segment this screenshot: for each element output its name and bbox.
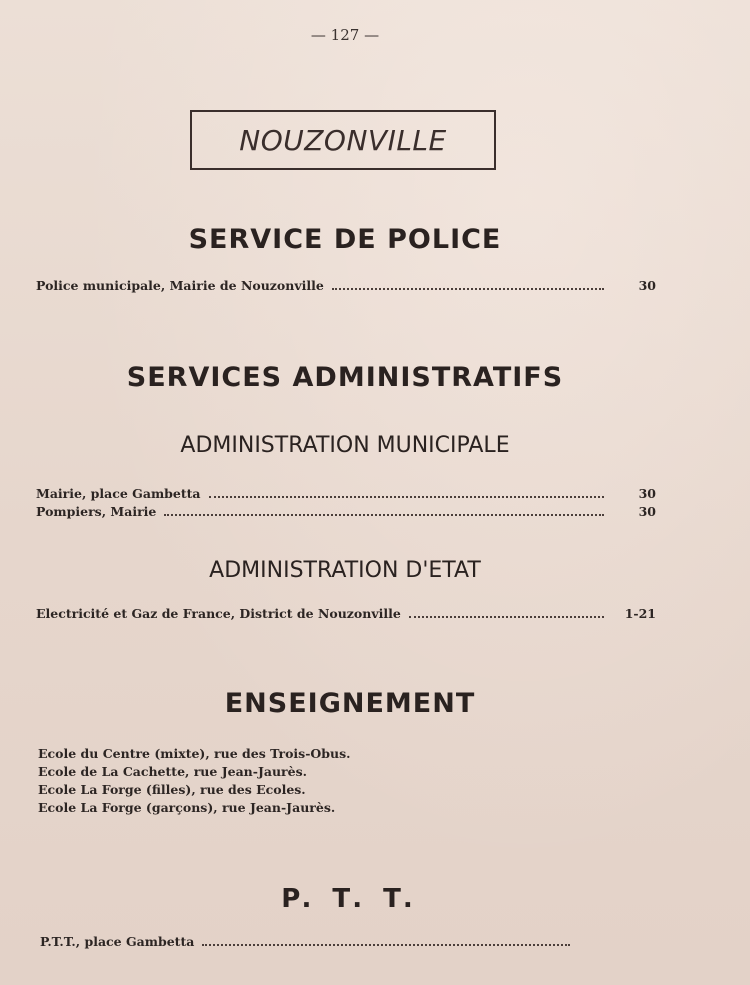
entry-label: Electricité et Gaz de France, District de Nouzonville xyxy=(36,606,401,621)
entry-label: Police municipale, Mairie de Nouzonville xyxy=(36,278,324,293)
municipal-entry xyxy=(36,504,656,519)
entry-value: 1-21 xyxy=(624,606,656,621)
education-heading: ENSEIGNEMENT xyxy=(224,688,476,719)
town-title: NOUZONVILLE xyxy=(239,123,447,157)
dot-leader xyxy=(209,496,604,498)
school-line: Ecole La Forge (filles), rue des Ecoles. xyxy=(38,782,306,797)
ptt-heading: P. T. T. xyxy=(281,884,419,914)
dot-leader xyxy=(202,944,570,946)
state-entry xyxy=(36,606,656,621)
dot-leader xyxy=(164,514,604,516)
school-line: Ecole du Centre (mixte), rue des Trois-Obus. xyxy=(38,746,351,761)
municipal-heading: ADMINISTRATION MUNICIPALE xyxy=(180,433,510,458)
dot-leader xyxy=(332,288,604,290)
entry-label: P.T.T., place Gambetta xyxy=(40,934,195,949)
entry-label: Mairie, place Gambetta xyxy=(36,486,201,501)
town-title-box xyxy=(190,110,496,170)
page-number: — 127 — xyxy=(310,26,380,44)
police-heading: SERVICE DE POLICE xyxy=(188,224,502,255)
entry-value: 30 xyxy=(638,486,656,501)
police-entry xyxy=(36,278,656,293)
dot-leader xyxy=(409,616,604,618)
school-line: Ecole La Forge (garçons), rue Jean-Jaurès. xyxy=(38,800,336,815)
municipal-entry xyxy=(36,486,656,501)
entry-value: 30 xyxy=(638,278,656,293)
entry-label: Pompiers, Mairie xyxy=(36,504,157,519)
entry-value: 30 xyxy=(638,504,656,519)
state-heading: ADMINISTRATION D'ETAT xyxy=(209,558,481,583)
admin-heading: SERVICES ADMINISTRATIFS xyxy=(126,362,564,393)
ptt-entry xyxy=(40,934,650,949)
school-line: Ecole de La Cachette, rue Jean-Jaurès. xyxy=(38,764,307,779)
